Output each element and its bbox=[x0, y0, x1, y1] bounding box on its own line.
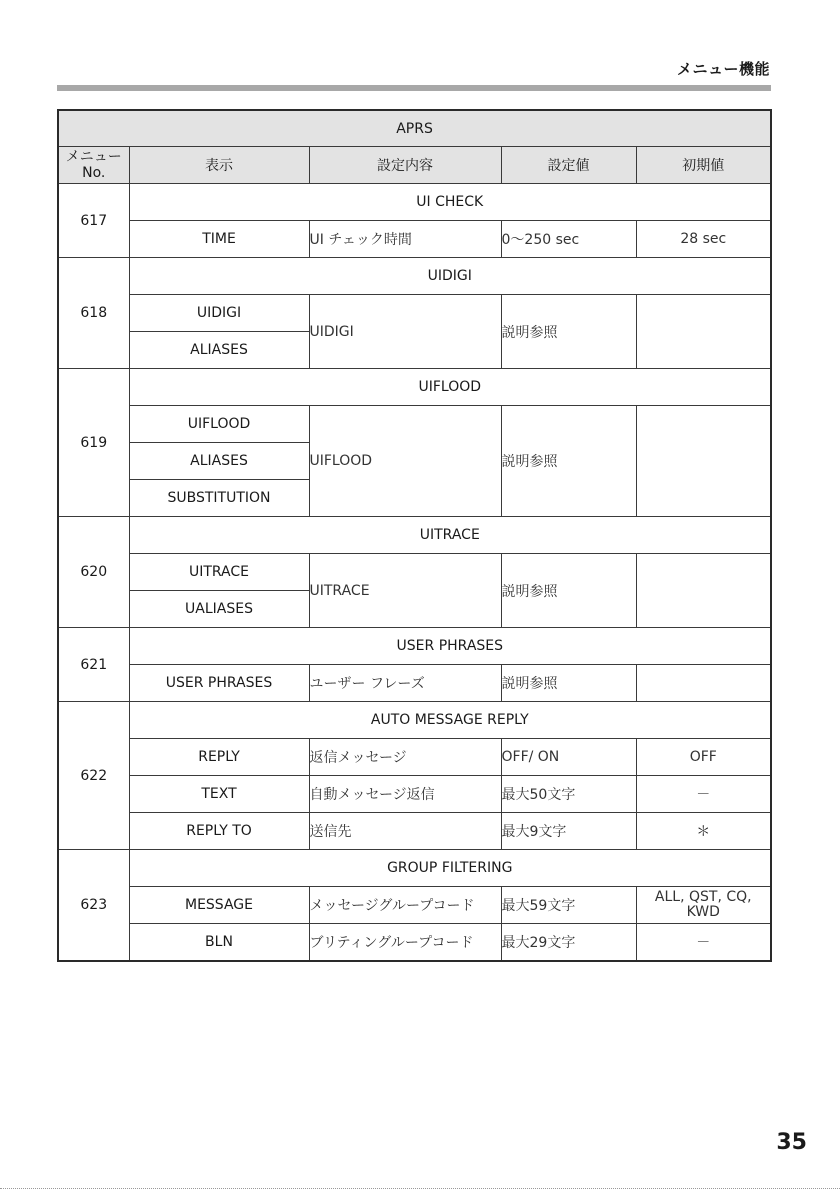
display-cell: UALIASES bbox=[129, 591, 309, 628]
aprs-menu-table bbox=[57, 109, 772, 962]
display-cell: BLN bbox=[129, 924, 309, 962]
table-row bbox=[58, 702, 771, 739]
table-row bbox=[58, 184, 771, 221]
page-edge-divider bbox=[0, 1188, 840, 1190]
default-cell bbox=[636, 406, 771, 517]
display-cell: REPLY TO bbox=[129, 813, 309, 850]
default-cell: 28 sec bbox=[636, 221, 771, 258]
content-cell: ブリティングループコード bbox=[309, 924, 501, 962]
default-cell: OFF bbox=[636, 739, 771, 776]
group-title: UI CHECK bbox=[129, 184, 771, 221]
content-cell: UITRACE bbox=[309, 554, 501, 628]
value-cell: 最大50文字 bbox=[501, 776, 636, 813]
table-row bbox=[58, 887, 771, 924]
column-header-menu-no-line2: No. bbox=[82, 165, 106, 181]
display-cell: MESSAGE bbox=[129, 887, 309, 924]
table-row bbox=[58, 739, 771, 776]
content-cell: 自動メッセージ返信 bbox=[309, 776, 501, 813]
menu-number: 619 bbox=[58, 369, 129, 517]
table-row bbox=[58, 295, 771, 332]
table-row bbox=[58, 258, 771, 295]
section-title: メニュー機能 bbox=[676, 60, 770, 78]
content-cell: UI チェック時間 bbox=[309, 221, 501, 258]
table-title: APRS bbox=[58, 110, 771, 147]
value-cell: 説明参照 bbox=[501, 295, 636, 369]
column-header-row bbox=[58, 147, 771, 184]
table-row bbox=[58, 776, 771, 813]
content-cell: 送信先 bbox=[309, 813, 501, 850]
table-row bbox=[58, 665, 771, 702]
table-row bbox=[58, 369, 771, 406]
default-cell bbox=[636, 554, 771, 628]
display-cell: ALIASES bbox=[129, 332, 309, 369]
column-header-default: 初期値 bbox=[636, 147, 771, 184]
display-cell: USER PHRASES bbox=[129, 665, 309, 702]
display-cell: TIME bbox=[129, 221, 309, 258]
menu-number: 617 bbox=[58, 184, 129, 258]
group-title: AUTO MESSAGE REPLY bbox=[129, 702, 771, 739]
group-title: UIDIGI bbox=[129, 258, 771, 295]
value-cell: 最大29文字 bbox=[501, 924, 636, 962]
value-cell: OFF/ ON bbox=[501, 739, 636, 776]
default-cell bbox=[636, 665, 771, 702]
value-cell: 最大9文字 bbox=[501, 813, 636, 850]
group-title: UIFLOOD bbox=[129, 369, 771, 406]
table-title-row bbox=[58, 110, 771, 147]
default-cell: ＊ bbox=[636, 813, 771, 850]
table-row bbox=[58, 813, 771, 850]
menu-number: 620 bbox=[58, 517, 129, 628]
content-cell: UIFLOOD bbox=[309, 406, 501, 517]
table-row bbox=[58, 628, 771, 665]
default-cell: － bbox=[636, 776, 771, 813]
table-row bbox=[58, 406, 771, 443]
column-header-menu-no bbox=[58, 147, 129, 184]
display-cell: REPLY bbox=[129, 739, 309, 776]
value-cell: 説明参照 bbox=[501, 554, 636, 628]
group-title: UITRACE bbox=[129, 517, 771, 554]
menu-number: 622 bbox=[58, 702, 129, 850]
content-cell: UIDIGI bbox=[309, 295, 501, 369]
default-cell: ALL, QST, CQ, KWD bbox=[636, 887, 771, 924]
table-row bbox=[58, 924, 771, 962]
column-header-display: 表示 bbox=[129, 147, 309, 184]
value-cell: 最大59文字 bbox=[501, 887, 636, 924]
display-cell: TEXT bbox=[129, 776, 309, 813]
menu-number: 621 bbox=[58, 628, 129, 702]
value-cell: 0～250 sec bbox=[501, 221, 636, 258]
menu-number: 623 bbox=[58, 850, 129, 962]
value-cell: 説明参照 bbox=[501, 406, 636, 517]
content-cell: メッセージグループコード bbox=[309, 887, 501, 924]
table-row bbox=[58, 221, 771, 258]
table-row bbox=[58, 850, 771, 887]
default-cell bbox=[636, 295, 771, 369]
column-header-value: 設定値 bbox=[501, 147, 636, 184]
content-cell: 返信メッセージ bbox=[309, 739, 501, 776]
group-title: USER PHRASES bbox=[129, 628, 771, 665]
page-number: 35 bbox=[776, 1130, 807, 1155]
group-title: GROUP FILTERING bbox=[129, 850, 771, 887]
display-cell: ALIASES bbox=[129, 443, 309, 480]
menu-number: 618 bbox=[58, 258, 129, 369]
column-header-menu-no-line1: メニュー bbox=[65, 149, 122, 165]
display-cell: UITRACE bbox=[129, 554, 309, 591]
table-row bbox=[58, 517, 771, 554]
column-header-content: 設定内容 bbox=[309, 147, 501, 184]
display-cell: UIDIGI bbox=[129, 295, 309, 332]
display-cell: SUBSTITUTION bbox=[129, 480, 309, 517]
content-cell: ユーザー フレーズ bbox=[309, 665, 501, 702]
default-cell: － bbox=[636, 924, 771, 962]
display-cell: UIFLOOD bbox=[129, 406, 309, 443]
header-divider bbox=[57, 85, 771, 91]
value-cell: 説明参照 bbox=[501, 665, 636, 702]
table-row bbox=[58, 554, 771, 591]
